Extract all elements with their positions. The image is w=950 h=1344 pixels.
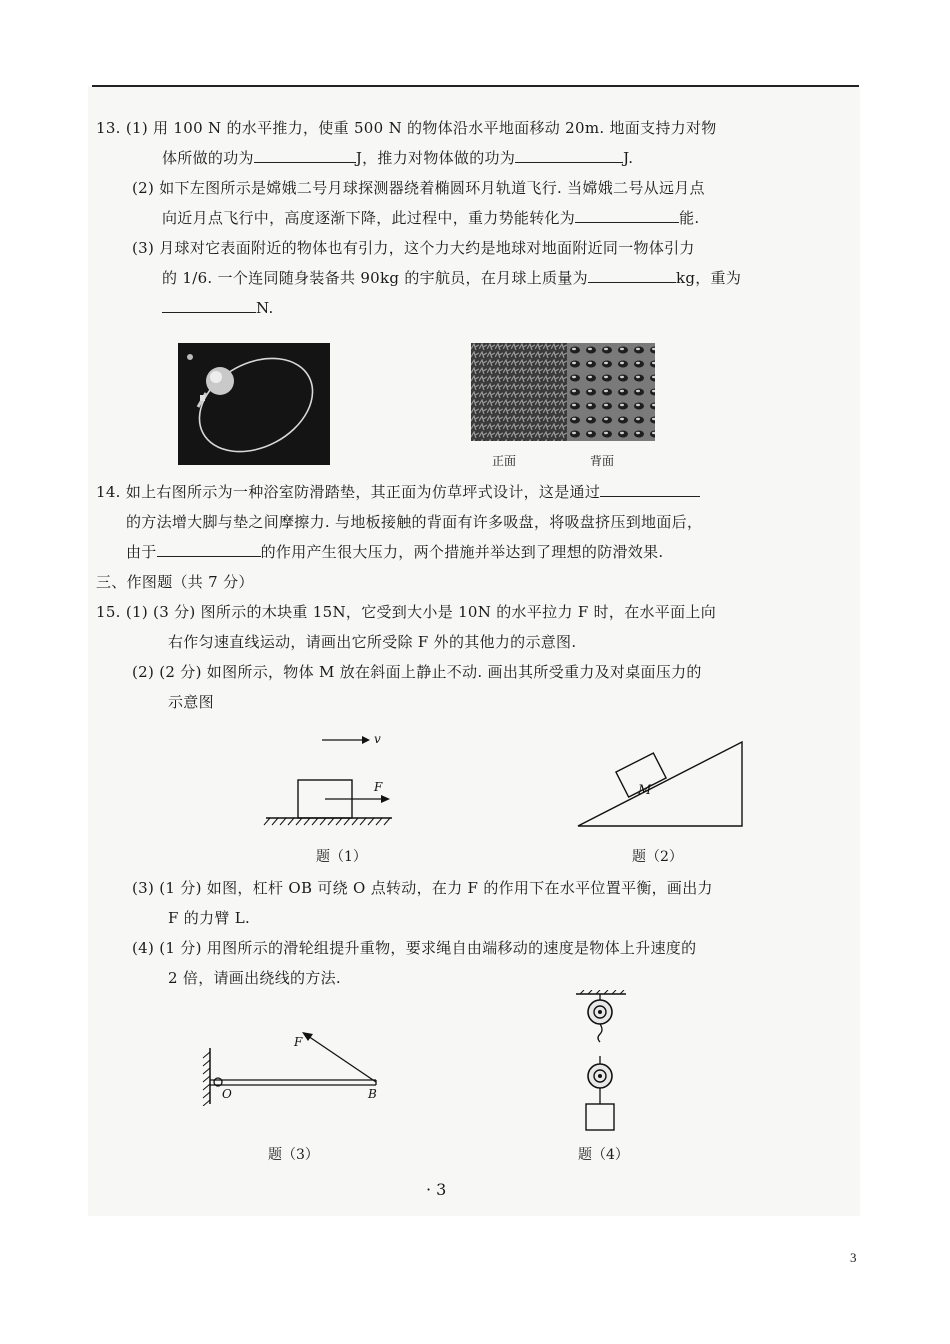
q13-text: 体所做的功为 <box>162 149 254 167</box>
lever-force-label: F <box>294 1035 303 1049</box>
q13-part1-line1: 13. (1) 用 100 N 的水平推力，使重 500 N 的物体沿水平地面移动 20m. 地面支持力对物 <box>96 119 717 137</box>
q13-part3-line3 <box>162 298 274 318</box>
q13-text: kg，重为 <box>675 269 742 287</box>
q14-line3 <box>126 542 663 562</box>
answer-blank[interactable] <box>600 482 700 497</box>
q13-text: 的 1/6. 一个连同随身装备共 90kg 的宇航员，在月球上质量为 <box>162 269 588 287</box>
q15-part4-line2: 2 倍，请画出绕线的方法. <box>168 969 341 987</box>
q14-text: 的作用产生很大压力，两个措施并举达到了理想的防滑效果. <box>260 543 664 561</box>
force-label: F <box>374 780 383 794</box>
pivot-o-label: O <box>222 1087 232 1101</box>
q15-part1-line2: 右作匀速直线运动，请画出它所受除 F 外的其他力的示意图. <box>168 633 577 651</box>
header-rule <box>92 85 859 87</box>
q13-text: 能. <box>679 209 700 227</box>
q13-part2-line1: (2) 如下左图所示是嫦娥二号月球探测器绕着椭圆环月轨道飞行. 当嫦娥二号从远月点 <box>132 179 705 197</box>
q13-text: N. <box>256 299 274 317</box>
q13-text: J，推力对物体做的功为 <box>355 149 516 167</box>
figure-3-lever-diagram <box>196 1024 386 1106</box>
q15-part3-line1: (3) (1 分) 如图，杠杆 OB 可绕 O 点转动，在力 F 的作用下在水平位置平衡，画出力 <box>132 879 713 897</box>
page-number-inner: · 3 <box>426 1180 447 1199</box>
figure-4-caption: 题（4） <box>578 1147 629 1163</box>
answer-blank[interactable] <box>254 148 356 163</box>
moon-orbit-photo <box>178 343 330 465</box>
answer-blank[interactable] <box>575 208 679 223</box>
q13-part2-line2 <box>162 208 699 228</box>
answer-blank[interactable] <box>515 148 623 163</box>
figure-4-pulley-diagram <box>570 990 630 1134</box>
q13-part1-line2 <box>162 148 633 168</box>
q14-line2: 的方法增大脚与垫之间摩擦力. 与地板接触的背面有许多吸盘，将吸盘挤压到地面后， <box>126 513 703 531</box>
q15-part3-line2: F 的力臂 L. <box>168 909 251 927</box>
answer-blank[interactable] <box>588 268 676 283</box>
q15-part4-line1: (4) (1 分) 用图所示的滑轮组提升重物，要求绳自由端移动的速度是物体上升速度的 <box>132 939 697 957</box>
velocity-label: v <box>374 732 381 746</box>
answer-blank[interactable] <box>162 298 256 313</box>
q14-line1 <box>96 482 700 502</box>
q15-part2-line1: (2) (2 分) 如图所示，物体 M 放在斜面上静止不动. 画出其所受重力及对桌面压力的 <box>132 663 702 681</box>
q15-part2-line2: 示意图 <box>168 693 214 711</box>
q14-text: 14. 如上右图所示为一种浴室防滑踏垫，其正面为仿草坪式设计，这是通过 <box>96 483 601 501</box>
figure-1-block-diagram <box>260 728 400 830</box>
figure-2-caption: 题（2） <box>632 849 683 865</box>
q15-part1-line1: 15. (1) (3 分) 图所示的木块重 15N，它受到大小是 10N 的水平拉力 F 时，在水平面上向 <box>96 603 716 621</box>
figure-1-caption: 题（1） <box>316 849 367 865</box>
mass-label: M <box>638 783 652 798</box>
end-b-label: B <box>368 1087 377 1101</box>
q13-part3-line1: (3) 月球对它表面附近的物体也有引力，这个力大约是地球对地面附近同一物体引力 <box>132 239 695 257</box>
q14-text: 由于 <box>126 543 157 561</box>
q13-text: J. <box>623 149 634 167</box>
q13-text: 向近月点飞行中，高度逐渐下降，此过程中，重力势能转化为 <box>162 209 576 227</box>
section-3-heading: 三、作图题（共 7 分） <box>96 573 254 591</box>
page-number-outer: 3 <box>850 1250 857 1265</box>
figure-2-incline-diagram <box>572 728 752 830</box>
mat-back-caption: 背面 <box>590 454 615 468</box>
answer-blank[interactable] <box>157 542 261 557</box>
figure-3-caption: 题（3） <box>268 1147 319 1163</box>
mat-front-caption: 正面 <box>492 454 517 468</box>
anti-slip-mat-photo <box>471 343 655 441</box>
q13-part3-line2 <box>162 268 741 288</box>
